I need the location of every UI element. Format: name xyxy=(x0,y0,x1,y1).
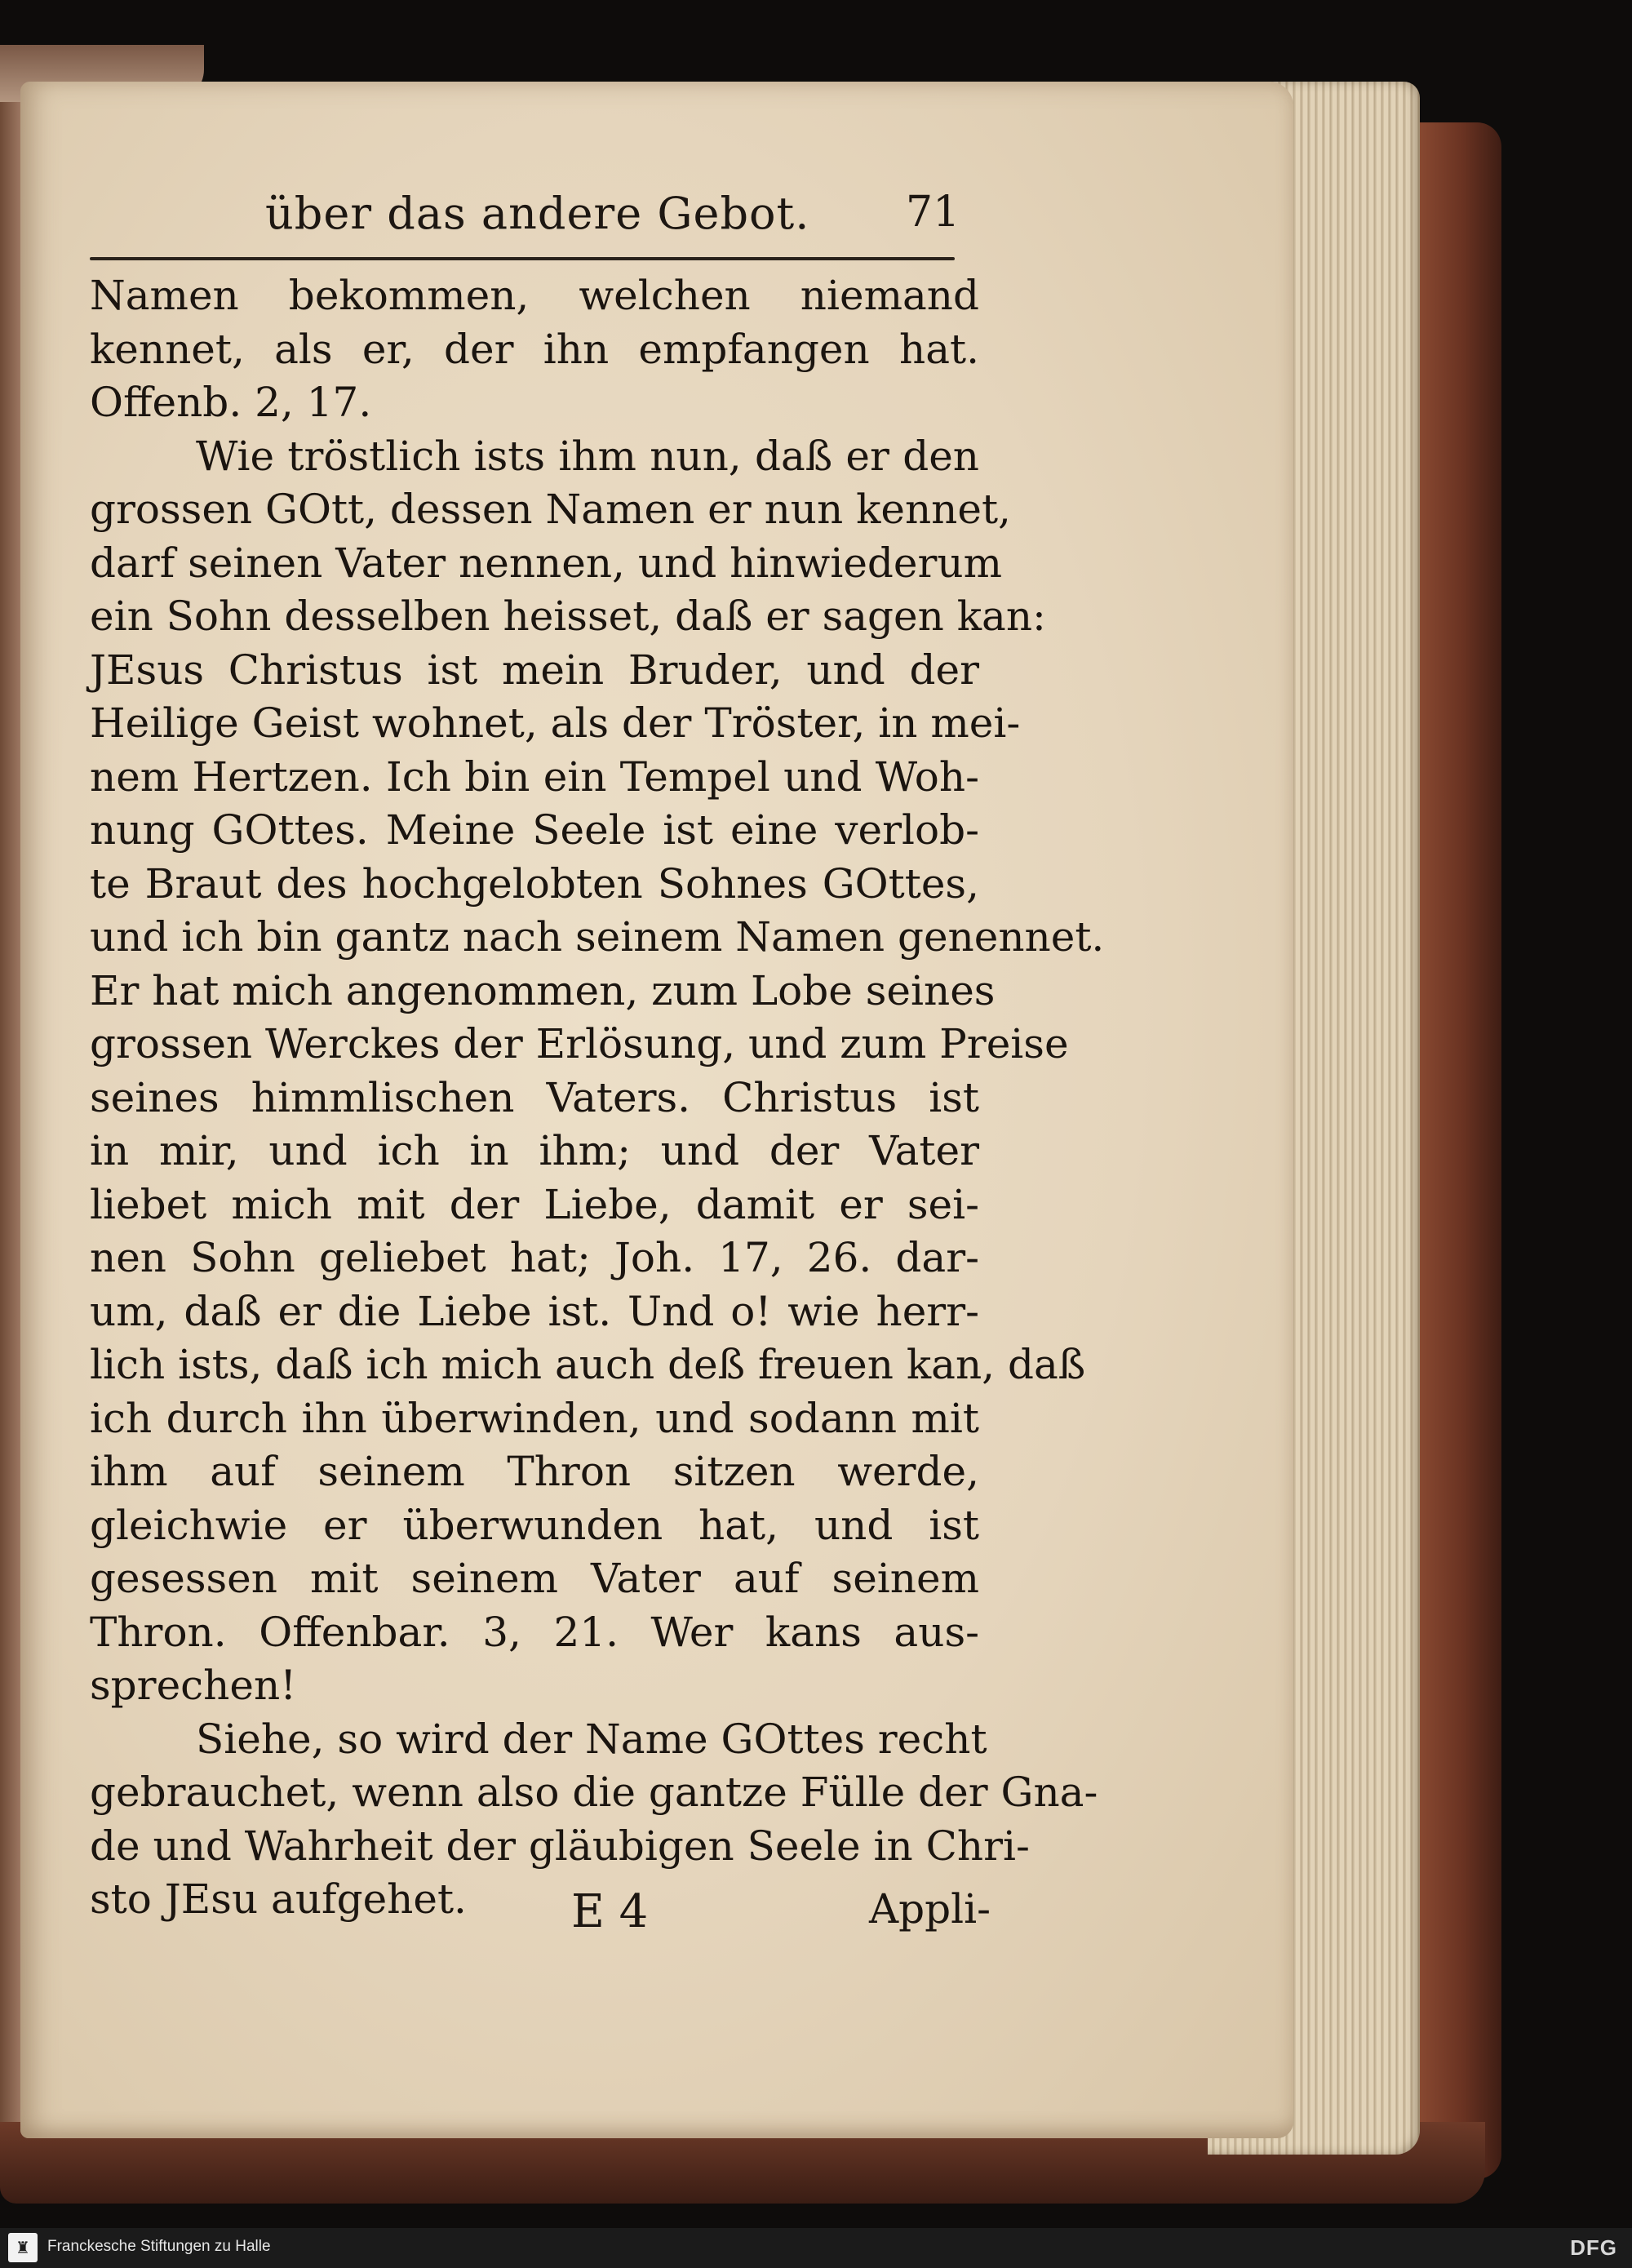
text-line: Siehe, so wird der Name GOttes recht xyxy=(196,1715,987,1763)
text-line: de und Wahrheit der gläubigen Seele in Chri- xyxy=(90,1822,1030,1870)
text-line: darf seinen Vater nennen, und hinwiederum xyxy=(90,539,1003,587)
text-line: ein Sohn desselben heisset, daß er sagen kan: xyxy=(90,593,1046,640)
text-line: JEsus Christus ist mein Bruder, und der xyxy=(90,646,979,694)
text-line: Wie tröstlich ists ihm nun, daß er den xyxy=(196,432,979,480)
running-head: über das andere Gebot. xyxy=(265,188,810,239)
text-line: grossen GOtt, dessen Namen er nun kennet, xyxy=(90,486,1011,533)
signature-mark: E 4 xyxy=(571,1885,649,1938)
text-line: gesessen mit seinem Vater auf seinem xyxy=(90,1555,979,1602)
text-line: grossen Werckes der Erlösung, und zum Preise xyxy=(90,1020,1069,1067)
text-line: liebet mich mit der Liebe, damit er sei- xyxy=(90,1180,979,1228)
text-line: um, daß er die Liebe ist. Und o! wie herr- xyxy=(90,1287,979,1335)
body-text xyxy=(90,269,1105,1927)
text-line: ihm auf seinem Thron sitzen werde, xyxy=(90,1448,979,1495)
page-number: 71 xyxy=(906,188,960,237)
text-line: kennet, als er, der ihn empfangen hat. xyxy=(90,325,979,373)
text-line: Heilige Geist wohnet, als der Tröster, in mei- xyxy=(90,699,1021,747)
text-line: Namen bekommen, welchen niemand xyxy=(90,272,979,319)
text-line: nem Hertzen. Ich bin ein Tempel und Woh- xyxy=(90,752,979,801)
text-line: seines himmlischen Vaters. Christus ist xyxy=(90,1073,979,1121)
institution-name: Franckesche Stiftungen zu Halle xyxy=(47,2238,271,2255)
text-line: Er hat mich angenommen, zum Lobe seines xyxy=(90,966,996,1014)
text-line: gleichwie er überwunden hat, und ist xyxy=(90,1501,979,1549)
institution-logo-icon: ♜ xyxy=(8,2233,38,2262)
text-line: Thron. Offenbar. 3, 21. Wer kans aus- xyxy=(90,1608,979,1656)
funder-logo: DFG xyxy=(1570,2235,1617,2260)
text-line: sprechen! xyxy=(90,1662,297,1709)
header-rule xyxy=(90,257,955,260)
text-line: und ich bin gantz nach seinem Namen genennet. xyxy=(90,913,1105,961)
text-line: sto JEsu aufgehet. xyxy=(90,1875,467,1923)
text-line: in mir, und ich in ihm; und der Vater xyxy=(90,1127,979,1174)
text-line: lich ists, daß ich mich auch deß freuen kan, daß xyxy=(90,1341,1086,1388)
text-line: nung GOttes. Meine Seele ist eine verlob- xyxy=(90,806,979,854)
catchword: Appli- xyxy=(869,1885,991,1933)
text-line: nen Sohn geliebet hat; Joh. 17, 26. dar- xyxy=(90,1234,979,1281)
text-line: Offenb. 2, 17. xyxy=(90,379,372,426)
text-line: te Braut des hochgelobten Sohnes GOttes, xyxy=(90,859,979,908)
text-line: ich durch ihn überwinden, und sodann mit xyxy=(90,1394,979,1442)
text-line: gebrauchet, wenn also die gantze Fülle der Gna- xyxy=(90,1769,1098,1816)
library-footer-bar xyxy=(0,2228,1632,2268)
